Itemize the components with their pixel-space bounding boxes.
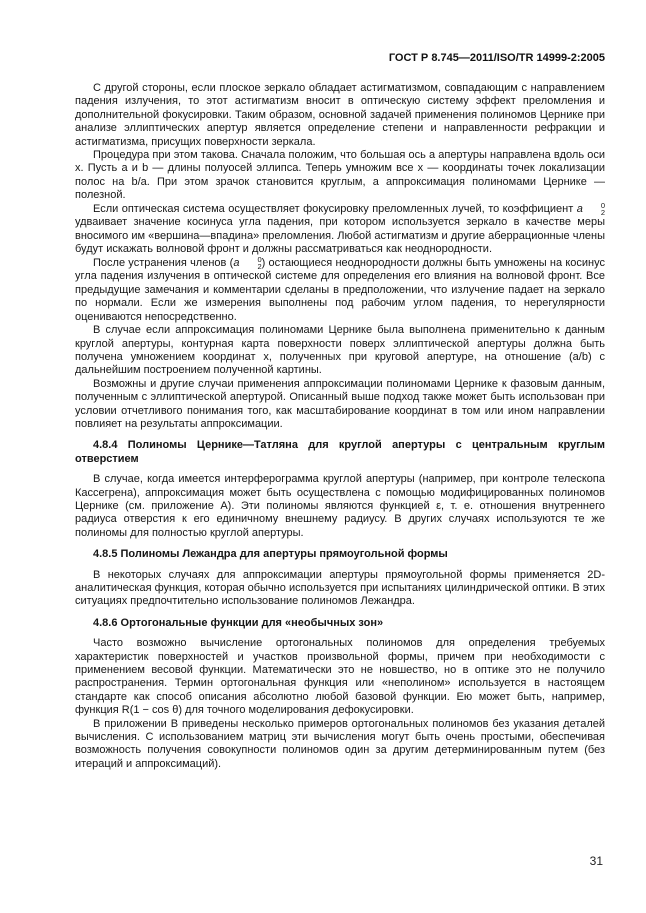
paragraph-other-cases: Возможны и другие случаи применения аппроксимации полиномами Цернике к фазовым данным, полученным с эллиптической апертурой. Описанный выше подход также может быть использован при условии отчетливого понимания того, как масштабирование координат в том или ином направлении повлияет на результаты аппроксимации. (75, 377, 605, 430)
document-body (75, 82, 605, 771)
page-number: 31 (589, 854, 603, 868)
paragraph-astigmatism: С другой стороны, если плоское зеркало обладает астигматизмом, совпадающим с направлением падения излучения, то этот астигматизм вносит в оптическую систему эффект преломления и дополнительной фокусировки. Таким образом, основной задачей применения полиномов Цернике при анализе эллиптических апертур является определение степени и направленности рефракции и астигматизма, присущих поверхности зеркала. (75, 82, 605, 148)
formula-subscript: 2 (600, 207, 605, 217)
formula-subscript: 2 (257, 261, 262, 271)
formula-superscript: 0 (257, 254, 262, 264)
paragraph-focus-coefficient (75, 200, 605, 257)
paragraph-appendix-b: В приложении В приведены несколько примеров ортогональных полиномов без указания деталей вычисления. С использованием матриц эти вычисления могут быть очень простыми, обеспечивая возможность получения совокупности полиномов один за другим детерминированным путем (без итераций и аппроксимаций). (75, 717, 605, 770)
paragraph-contour-map: В случае если аппроксимация полиномами Цернике была выполнена применительно к данным круглой апертуры, контурная карта поверхности поверх эллиптической апертуры должна быть получена умножением координат x, полученных при круговой апертуре, на отношение (a/b) с дальнейшим построением полученной картины. (75, 324, 605, 377)
paragraph-text-after: удваивает значение косинуса угла падения, при котором используется зеркало в качестве меры вносимого им «вершина—впадина» преломления. Любой астигматизм и другие аберрационные члены будут искажать волновой фронт и должны рассматриваться как неоднородности. (75, 216, 605, 256)
paragraph-text-before: Если оптическая система осуществляет фокусировку преломленных лучей, то коэффициент (93, 202, 577, 215)
document-code-header: ГОСТ Р 8.745—2011/ISO/TR 14999-2:2005 (388, 52, 605, 64)
formula-base: a (233, 256, 240, 269)
section-heading-4-8-4: 4.8.4 Полиномы Цернике—Татляна для круглой апертуры с центральным круглым отверстием (75, 439, 605, 465)
zernike-coefficient-formula (576, 200, 605, 217)
zernike-coefficient-formula (233, 254, 262, 271)
paragraph-text-after: ) остающиеся неоднородности должны быть умножены на косинус угла падения излучения в оптической системе для определения его влияния на волновой фронт. Все предыдущие замечания и комментарии сделаны в предположении, что излучение падает на зеркало по нормали. Если же измерения выполнены под рабочим углом падения, то нерегулярности оцениваются непосредственно. (75, 256, 606, 323)
paragraph-interferogram: В случае, когда имеется интерферограмма круглой апертуры (например, при контроле телескопа Кассегрена), аппроксимация может быть осуществлена с помощью модифицированных полиномов Цернике (см. приложение А). Эти полиномы являются функцией ε, т. е. отношения внутреннего радиуса отверстия к его единичному внешнему радиусу. В других случаях используются те же полиномы для полностью круглой апертуры. (75, 473, 605, 539)
formula-scripts (239, 254, 262, 271)
section-heading-4-8-5: 4.8.5 Полиномы Лежандра для апертуры прямоугольной формы (93, 548, 448, 561)
paragraph-member-removal (75, 254, 606, 324)
paragraph-legendre: В некоторых случаях для аппроксимации апертуры прямоугольной формы применяется 2D-аналитическая функция, которая обычно используется при испытаниях цилиндрической оптики. В этих ситуациях предпочтительно использование полиномов Лежандра. (75, 568, 605, 608)
section-heading-4-8-6: 4.8.6 Ортогональные функции для «необычных зон» (93, 616, 384, 629)
paragraph-procedure: Процедура при этом такова. Сначала положим, что большая ось a апертуры направлена вдоль оси x. Пусть a и b — длины полуосей эллипса. Теперь умножим все x — координаты точек локализации полос на b/a. При этом зрачок становится круглым, а аппроксимация полиномами Цернике — полезной. (75, 149, 605, 202)
formula-scripts (583, 200, 605, 217)
formula-base: a (576, 202, 583, 215)
paragraph-text-before: После устранения членов ( (93, 256, 234, 269)
formula-superscript: 0 (600, 200, 605, 210)
paragraph-orthogonal-functions: Часто возможно вычисление ортогональных полиномов для определения требуемых характеристик поверхностей и участков произвольной формы, причем при необходимости с применением весовой функции. Математически это не новшество, но в оптике это не получило распространения. Термин ортогональная функция или «неполином» используется в настоящем стандарте как способ описания абсолютно любой базовой функции. Ею может быть, например, функция R(1 − cos θ) для точного моделирования дефокусировки. (75, 637, 605, 717)
